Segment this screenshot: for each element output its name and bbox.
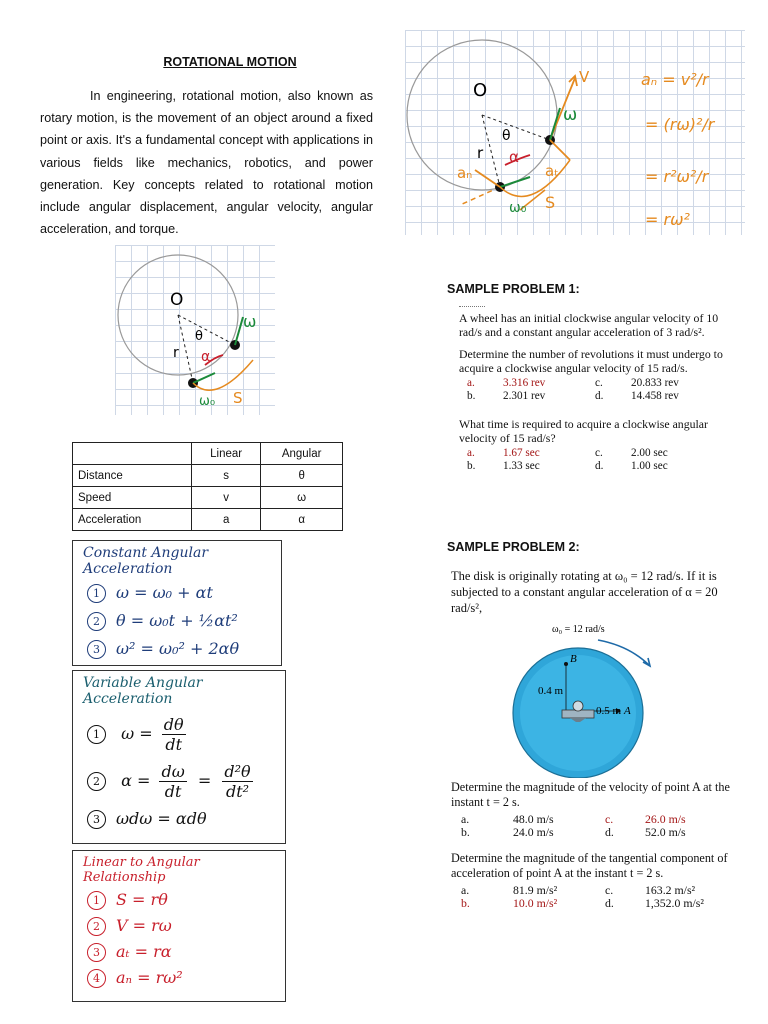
option-letter: b.: [461, 825, 470, 839]
table-cell: Acceleration: [73, 509, 192, 531]
label-an: aₙ: [457, 164, 473, 182]
label-theta: θ: [502, 128, 511, 144]
option-row: [467, 447, 674, 460]
option-value: 81.9 m/s²: [513, 883, 558, 897]
linear-eq-2: 2 V = rω: [73, 913, 285, 939]
label-omega: ω: [563, 105, 578, 125]
sample-problem-1-card: [453, 306, 733, 496]
an-equation-4: = rω²: [645, 210, 690, 229]
option-row: [461, 897, 710, 910]
num-badge: 2: [87, 612, 106, 631]
table-header-cell: [73, 443, 192, 465]
linear-eq-3: 3 aₜ = rα: [73, 939, 285, 965]
num-badge: 2: [87, 917, 106, 936]
radius-b-label: 0.4 m: [538, 685, 564, 697]
label-omega0: ω₀: [509, 200, 527, 216]
sp2-q2-options: [461, 884, 710, 910]
disk-figure-svg: [500, 618, 700, 778]
table-row: [73, 487, 343, 509]
option-letter: c.: [605, 812, 614, 826]
option-row: [467, 460, 674, 473]
option-value: 1.33 sec: [503, 460, 540, 472]
small-label-alpha: α: [201, 349, 211, 365]
sp1-question-1: Determine the number of revolutions it must undergo to acquire a clockwise angular velocity of 15 rad/s.: [459, 347, 723, 375]
label-at: aₜ: [545, 162, 559, 180]
option-letter: c.: [595, 447, 603, 459]
sp1-q2-options: [467, 447, 674, 473]
linear-angular-box: [72, 850, 286, 1002]
option-letter: b.: [467, 460, 476, 472]
constant-eq-1: 1 ω = ω₀ + αt: [73, 579, 281, 607]
num-badge: 3: [87, 810, 106, 829]
num-badge: 2: [87, 772, 106, 791]
table-cell: α: [261, 509, 343, 531]
option-letter: c.: [605, 883, 614, 897]
table-row: [73, 465, 343, 487]
radius-a-label: 0.5 m: [596, 705, 622, 717]
small-label-o: O: [170, 290, 184, 310]
small-label-s: S: [233, 389, 243, 407]
num-badge: 3: [87, 943, 106, 962]
linear-angular-table: [72, 442, 343, 531]
an-equation-3: = r²ω²/r: [645, 167, 709, 186]
option-letter: d.: [605, 896, 614, 910]
sample-problem-1-heading: SAMPLE PROBLEM 1:: [447, 282, 580, 296]
option-value: 2.301 rev: [503, 390, 546, 402]
an-equation-1: aₙ = v²/r: [641, 70, 709, 89]
table-cell: s: [192, 465, 261, 487]
point-b-label: B: [570, 653, 577, 665]
label-r: r: [477, 144, 484, 162]
option-letter: d.: [595, 390, 604, 402]
option-value: 1,352.0 m/s²: [645, 896, 704, 910]
option-row: [467, 390, 685, 403]
sp2-statement: The disk is originally rotating at ω₀ = 12 rad/s. If it is subjected to a constant angular acceleration of α = 20 rad/s²,: [451, 569, 718, 615]
table-header-cell: Linear: [192, 443, 261, 465]
option-value: 26.0 m/s: [645, 812, 686, 826]
option-value: 52.0 m/s: [645, 825, 686, 839]
num-badge: 1: [87, 584, 106, 603]
option-letter: b.: [461, 896, 470, 910]
constant-acceleration-box: [72, 540, 282, 666]
option-value: 2.00 sec: [631, 447, 668, 459]
option-value: 24.0 m/s: [513, 825, 554, 839]
table-header-cell: Angular: [261, 443, 343, 465]
option-value: 14.458 rev: [631, 390, 679, 402]
option-letter: a.: [461, 812, 470, 826]
label-s: S: [545, 193, 556, 212]
option-value: 10.0 m/s²: [513, 896, 558, 910]
sp1-question-2: What time is required to acquire a clockwise angular velocity of 15 rad/s?: [459, 417, 708, 445]
linear-eq-4: 4 aₙ = rω²: [73, 965, 285, 991]
variable-acceleration-box: [72, 670, 286, 844]
rotation-diagram-large: [405, 30, 745, 235]
sp2-question-1: Determine the magnitude of the velocity of point A at the instant t = 2 s.: [451, 780, 730, 809]
option-value: 20.833 rev: [631, 377, 679, 389]
option-letter: a.: [467, 447, 475, 459]
rotation-diagram-small: [115, 245, 275, 415]
rotation-diagram-large-svg: [405, 30, 745, 235]
small-label-omega0: ω₀: [199, 394, 216, 409]
sp2-question-2: Determine the magnitude of the tangential component of acceleration of point A at the instant t = 2 s.: [451, 851, 728, 880]
rotation-diagram-small-svg: [115, 245, 275, 415]
variable-eq-3: 3 ωdω = αdθ: [73, 805, 285, 833]
table-cell: θ: [261, 465, 343, 487]
label-alpha: α: [509, 148, 519, 166]
table-cell: a: [192, 509, 261, 531]
option-row: [461, 826, 692, 839]
option-letter: a.: [467, 377, 475, 389]
point-a-label: A: [624, 705, 631, 717]
table-cell: ω: [261, 487, 343, 509]
option-letter: d.: [595, 460, 604, 472]
option-letter: b.: [467, 390, 476, 402]
table-header-row: [73, 443, 343, 465]
small-label-r: r: [173, 345, 179, 361]
num-badge: 3: [87, 640, 106, 659]
num-badge: 1: [87, 725, 106, 744]
sp1-statement: A wheel has an initial clockwise angular velocity of 10 rad/s and a constant angular acceleration of 3 rad/s².: [459, 311, 719, 339]
option-letter: a.: [461, 883, 470, 897]
sp2-questions: [451, 780, 741, 910]
linear-box-title: Linear to Angular Relationship: [83, 855, 200, 885]
page-title: ROTATIONAL MOTION: [163, 55, 297, 69]
disk-omega0-label: ω₀ = 12 rad/s: [552, 624, 605, 635]
sp1-q1-options: [467, 377, 685, 403]
option-letter: d.: [605, 825, 614, 839]
constant-box-title: Constant Angular Acceleration: [83, 545, 209, 577]
table-cell: Distance: [73, 465, 192, 487]
sample-problem-2-heading: SAMPLE PROBLEM 2:: [447, 540, 580, 554]
table-cell: v: [192, 487, 261, 509]
num-badge: 1: [87, 891, 106, 910]
intro-paragraph: In engineering, rotational motion, also known as rotary motion, is the movement of an object around a fixed point or axis. It's a fundamental concept with applications in various fields like mechanics, robotics, and power generation. Key concepts related to rotational motion include angular displacement, angular velocity, angular acceleration, and torque.: [40, 89, 373, 237]
table-row: [73, 509, 343, 531]
linear-eq-1: 1 S = rθ: [73, 887, 285, 913]
constant-eq-2: 2 θ = ω₀t + ½αt²: [73, 607, 281, 635]
sp2-q1-options: [461, 813, 692, 839]
variable-eq-1: 1 ω = $\frac{d\theta}{dt}$: [73, 709, 285, 758]
variable-eq-2: 2 α = $\frac{d\omega}{dt}$ = $\frac{\text{d²θ}}{\text{dt²}}$: [73, 758, 285, 805]
option-value: 1.67 sec: [503, 447, 540, 459]
small-label-omega: ω: [243, 312, 257, 331]
label-v: V: [579, 68, 590, 86]
an-equation-2: = (rω)²/r: [645, 115, 715, 134]
option-value: 1.00 sec: [631, 460, 668, 472]
disk-figure: [500, 618, 700, 778]
table-cell: Speed: [73, 487, 192, 509]
option-value: 163.2 m/s²: [645, 883, 696, 897]
constant-eq-3: 3 ω² = ω₀² + 2αθ: [73, 635, 281, 663]
label-o: O: [473, 80, 488, 101]
option-row: [467, 377, 685, 390]
option-value: 3.316 rev: [503, 377, 546, 389]
option-letter: c.: [595, 377, 603, 389]
variable-box-title: Variable Angular Acceleration: [83, 675, 203, 707]
small-label-theta: θ: [195, 329, 203, 344]
option-value: 48.0 m/s: [513, 812, 554, 826]
num-badge: 4: [87, 969, 106, 988]
